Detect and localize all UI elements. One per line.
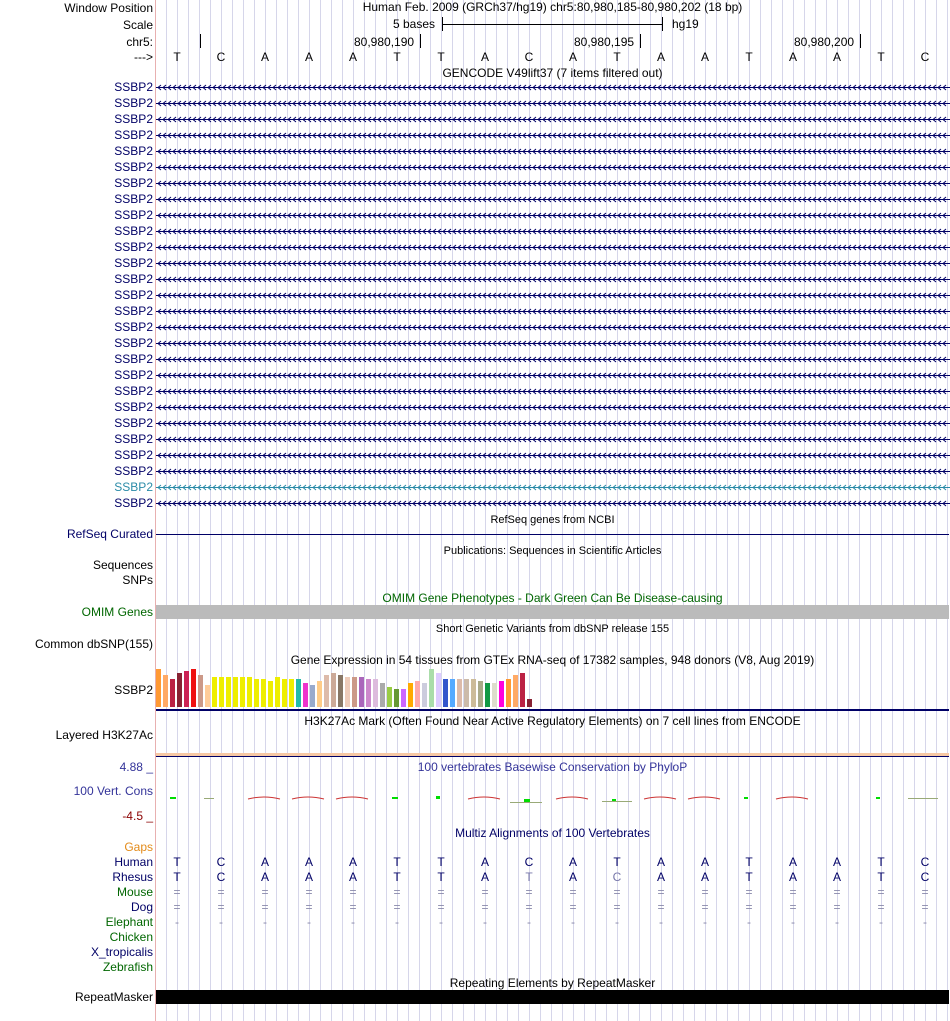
gencode-item-label[interactable]: SSBP2 bbox=[114, 416, 153, 430]
gtex-tissue-bar[interactable] bbox=[408, 683, 413, 707]
coord-tick-left bbox=[200, 34, 201, 48]
omim-track-label[interactable]: OMIM Genes bbox=[81, 605, 153, 619]
gencode-transcript-feature[interactable] bbox=[156, 290, 950, 301]
multiz-aligned-base: C bbox=[612, 870, 622, 884]
coord-tick-2 bbox=[640, 34, 641, 48]
gtex-tissue-bar[interactable] bbox=[478, 681, 483, 707]
scale-bar-left-tick bbox=[442, 17, 443, 31]
multiz-aligned-base: A bbox=[700, 870, 709, 884]
multiz-aligned-base: A bbox=[480, 870, 489, 884]
multiz-aligned-base: = bbox=[261, 900, 269, 914]
multiz-aligned-base: - bbox=[439, 915, 443, 929]
multiz-aligned-base: = bbox=[393, 900, 401, 914]
gtex-tissue-bar[interactable] bbox=[394, 689, 399, 707]
base-letter: A bbox=[788, 50, 797, 64]
strand-label[interactable]: ---> bbox=[134, 50, 153, 64]
scale-bar bbox=[442, 24, 663, 25]
gtex-tissue-bar[interactable] bbox=[191, 669, 196, 707]
multiz-aligned-base: = bbox=[305, 900, 313, 914]
multiz-track-title: Multiz Alignments of 100 Vertebrates bbox=[455, 826, 650, 840]
multiz-aligned-base: - bbox=[747, 915, 751, 929]
gtex-tissue-bar[interactable] bbox=[338, 675, 343, 707]
multiz-aligned-base: = bbox=[921, 900, 929, 914]
gtex-tissue-bar[interactable] bbox=[457, 679, 462, 707]
multiz-aligned-base: = bbox=[613, 885, 621, 899]
gencode-item-label[interactable]: SSBP2 bbox=[114, 400, 153, 414]
base-letter: T bbox=[437, 50, 445, 64]
phylop-max-label: 4.88 _ bbox=[119, 760, 153, 774]
gencode-transcript-feature[interactable] bbox=[156, 354, 950, 365]
multiz-aligned-base: = bbox=[349, 900, 357, 914]
gencode-item-label[interactable]: SSBP2 bbox=[114, 96, 153, 110]
publications-label-line2[interactable]: SNPs bbox=[122, 573, 153, 587]
gencode-transcript-feature[interactable] bbox=[156, 178, 950, 189]
phylop-min-label: -4.5 _ bbox=[122, 809, 153, 823]
gtex-tissue-bar[interactable] bbox=[296, 679, 301, 707]
refseq-track-label[interactable]: RefSeq Curated bbox=[66, 527, 153, 541]
multiz-aligned-base: = bbox=[437, 885, 445, 899]
gencode-item-label[interactable]: SSBP2 bbox=[114, 80, 153, 94]
gencode-item-label[interactable]: SSBP2 bbox=[114, 288, 153, 302]
multiz-aligned-base: = bbox=[701, 900, 709, 914]
gencode-item-label[interactable]: SSBP2 bbox=[114, 176, 153, 190]
gencode-transcript-feature[interactable] bbox=[156, 194, 950, 205]
base-letter: A bbox=[480, 50, 489, 64]
multiz-aligned-base: = bbox=[877, 885, 885, 899]
multiz-aligned-base: - bbox=[879, 915, 883, 929]
multiz-aligned-base: T bbox=[877, 870, 885, 884]
chrom-label: chr5: bbox=[126, 35, 153, 49]
gencode-transcript-feature[interactable] bbox=[156, 322, 950, 333]
gtex-tissue-bar[interactable] bbox=[240, 677, 245, 707]
multiz-aligned-base: A bbox=[788, 855, 797, 869]
gtex-tissue-bar[interactable] bbox=[429, 669, 434, 707]
multiz-species-label[interactable]: Elephant bbox=[105, 915, 153, 929]
gencode-transcript-feature[interactable] bbox=[156, 82, 950, 93]
gtex-tissue-bar[interactable] bbox=[485, 683, 490, 707]
base-letter: A bbox=[568, 50, 577, 64]
multiz-aligned-base: - bbox=[307, 915, 311, 929]
gencode-transcript-feature[interactable] bbox=[156, 162, 950, 173]
scale-bar-text: 5 bases bbox=[393, 17, 436, 31]
h3k27ac-baseline bbox=[156, 756, 949, 757]
multiz-aligned-base: = bbox=[525, 885, 533, 899]
gencode-transcript-feature[interactable] bbox=[156, 498, 950, 509]
gencode-transcript-feature[interactable] bbox=[156, 242, 950, 253]
multiz-aligned-base: A bbox=[260, 870, 269, 884]
coord-tick-label-2: 80,980,195 bbox=[574, 35, 635, 49]
multiz-aligned-base: A bbox=[832, 855, 841, 869]
dbsnp-track-title: Short Genetic Variants from dbSNP release 155 bbox=[435, 623, 670, 635]
gencode-item-label[interactable]: SSBP2 bbox=[114, 224, 153, 238]
multiz-aligned-base: T bbox=[525, 870, 533, 884]
multiz-aligned-base: T bbox=[877, 855, 885, 869]
gtex-tissue-bar[interactable] bbox=[282, 679, 287, 707]
gencode-item-label[interactable]: SSBP2 bbox=[114, 432, 153, 446]
multiz-aligned-base: T bbox=[745, 870, 753, 884]
multiz-aligned-base: T bbox=[393, 870, 401, 884]
multiz-gaps-label[interactable]: Gaps bbox=[124, 840, 153, 854]
multiz-species-label[interactable]: Mouse bbox=[116, 885, 153, 899]
gtex-tissue-bar[interactable] bbox=[310, 685, 315, 707]
multiz-aligned-base: = bbox=[613, 900, 621, 914]
multiz-species-label[interactable]: Human bbox=[114, 855, 153, 869]
gencode-transcript-feature[interactable] bbox=[156, 258, 950, 269]
gtex-gene-line bbox=[156, 709, 949, 711]
base-letter: C bbox=[524, 50, 534, 64]
gtex-tissue-bar[interactable] bbox=[226, 677, 231, 707]
multiz-aligned-base: A bbox=[260, 855, 269, 869]
multiz-aligned-base: - bbox=[351, 915, 355, 929]
multiz-aligned-base: = bbox=[877, 900, 885, 914]
multiz-aligned-base: = bbox=[437, 900, 445, 914]
multiz-aligned-base: T bbox=[613, 855, 621, 869]
multiz-aligned-base: = bbox=[657, 885, 665, 899]
gencode-transcript-feature[interactable] bbox=[156, 114, 950, 125]
scale-label: Scale bbox=[122, 18, 153, 32]
gtex-tissue-bar[interactable] bbox=[254, 679, 259, 707]
gtex-tissue-bar[interactable] bbox=[422, 683, 427, 707]
gtex-tissue-bar[interactable] bbox=[401, 689, 406, 707]
multiz-aligned-base: - bbox=[615, 915, 619, 929]
multiz-aligned-base: = bbox=[349, 885, 357, 899]
gtex-tissue-bar[interactable] bbox=[331, 673, 336, 707]
phylop-track-label[interactable]: 100 Vert. Cons bbox=[73, 784, 153, 798]
gencode-item-label[interactable]: SSBP2 bbox=[114, 160, 153, 174]
gtex-tissue-bar[interactable] bbox=[513, 675, 518, 707]
multiz-aligned-base: = bbox=[217, 900, 225, 914]
multiz-aligned-base: A bbox=[788, 870, 797, 884]
gencode-item-label[interactable]: SSBP2 bbox=[114, 272, 153, 286]
gencode-item-label[interactable]: SSBP2 bbox=[114, 192, 153, 206]
multiz-aligned-base: = bbox=[833, 900, 841, 914]
gtex-tissue-bar[interactable] bbox=[275, 677, 280, 707]
multiz-aligned-base: = bbox=[833, 885, 841, 899]
base-letter: T bbox=[173, 50, 181, 64]
multiz-aligned-base: C bbox=[216, 855, 226, 869]
coord-tick-label-3: 80,980,200 bbox=[794, 35, 855, 49]
multiz-aligned-base: = bbox=[393, 885, 401, 899]
gencode-transcript-feature[interactable] bbox=[156, 402, 950, 413]
base-letter: A bbox=[348, 50, 357, 64]
gencode-item-label[interactable]: SSBP2 bbox=[114, 336, 153, 350]
multiz-aligned-base: - bbox=[527, 915, 531, 929]
gtex-tissue-bar[interactable] bbox=[324, 675, 329, 707]
gtex-tissue-bar[interactable] bbox=[352, 677, 357, 707]
multiz-aligned-base: = bbox=[789, 900, 797, 914]
gtex-tissue-bar[interactable] bbox=[443, 679, 448, 707]
base-letter: A bbox=[700, 50, 709, 64]
gtex-tissue-bar[interactable] bbox=[366, 679, 371, 707]
gtex-tissue-bar[interactable] bbox=[268, 681, 273, 707]
multiz-species-label[interactable]: Dog bbox=[130, 900, 153, 914]
multiz-aligned-base: = bbox=[745, 885, 753, 899]
gtex-tissue-bar[interactable] bbox=[380, 683, 385, 707]
multiz-aligned-base: = bbox=[701, 885, 709, 899]
gencode-item-label[interactable]: SSBP2 bbox=[114, 480, 153, 494]
gtex-tissue-bar[interactable] bbox=[492, 683, 497, 707]
base-letter: T bbox=[613, 50, 621, 64]
omim-track-title: OMIM Gene Phenotypes - Dark Green Can Be Disease-causing bbox=[382, 591, 723, 605]
scale-bar-right-tick bbox=[662, 17, 663, 31]
gencode-item-label[interactable]: SSBP2 bbox=[114, 144, 153, 158]
multiz-aligned-base: T bbox=[437, 855, 445, 869]
multiz-aligned-base: = bbox=[481, 885, 489, 899]
multiz-aligned-base: A bbox=[568, 855, 577, 869]
gtex-tissue-bar[interactable] bbox=[219, 677, 224, 707]
base-letter: C bbox=[920, 50, 930, 64]
multiz-aligned-base: = bbox=[217, 885, 225, 899]
gencode-item-label[interactable]: SSBP2 bbox=[114, 112, 153, 126]
multiz-aligned-base: = bbox=[481, 900, 489, 914]
gencode-item-label[interactable]: SSBP2 bbox=[114, 240, 153, 254]
window-position-label: Window Position bbox=[64, 1, 153, 15]
multiz-aligned-base: A bbox=[480, 855, 489, 869]
multiz-aligned-base: = bbox=[745, 900, 753, 914]
gtex-tissue-bar[interactable] bbox=[520, 673, 525, 707]
multiz-aligned-base: C bbox=[524, 855, 534, 869]
gencode-transcript-feature[interactable] bbox=[156, 146, 950, 157]
multiz-aligned-base: - bbox=[835, 915, 839, 929]
base-letter: C bbox=[216, 50, 226, 64]
base-letter: T bbox=[877, 50, 885, 64]
gencode-transcript-feature[interactable] bbox=[156, 130, 950, 141]
publications-track-title: Publications: Sequences in Scientific Articles bbox=[443, 545, 662, 557]
base-letter: T bbox=[393, 50, 401, 64]
multiz-aligned-base: - bbox=[703, 915, 707, 929]
multiz-species-label[interactable]: Rhesus bbox=[112, 870, 153, 884]
multiz-aligned-base: - bbox=[791, 915, 795, 929]
multiz-aligned-base: C bbox=[920, 870, 930, 884]
multiz-species-label[interactable]: X_tropicalis bbox=[90, 945, 153, 959]
h3k27ac-track-label[interactable]: Layered H3K27Ac bbox=[55, 728, 153, 742]
h3k27ac-track-title: H3K27Ac Mark (Often Found Near Active Regulatory Elements) on 7 cell lines from ENCODE bbox=[304, 714, 801, 728]
multiz-species-label[interactable]: Zebrafish bbox=[102, 960, 153, 974]
gencode-transcript-feature[interactable] bbox=[156, 226, 950, 237]
gtex-tissue-bar[interactable] bbox=[289, 679, 294, 707]
gtex-tissue-bar[interactable] bbox=[345, 677, 350, 707]
multiz-aligned-base: C bbox=[920, 855, 930, 869]
gtex-tissue-bar[interactable] bbox=[464, 679, 469, 707]
gencode-transcript-feature[interactable] bbox=[156, 338, 950, 349]
repeatmasker-track-label[interactable]: RepeatMasker bbox=[74, 990, 153, 1004]
repeatmasker-track-title: Repeating Elements by RepeatMasker bbox=[449, 976, 656, 990]
gencode-item-label[interactable]: SSBP2 bbox=[114, 208, 153, 222]
gtex-tissue-bar[interactable] bbox=[205, 685, 210, 707]
gencode-track-title: GENCODE V49lift37 (7 items filtered out) bbox=[442, 66, 663, 80]
base-letter: A bbox=[304, 50, 313, 64]
multiz-species-label[interactable]: Chicken bbox=[109, 930, 153, 944]
multiz-aligned-base: A bbox=[832, 870, 841, 884]
gtex-tissue-bar[interactable] bbox=[471, 679, 476, 707]
gencode-transcript-feature[interactable] bbox=[156, 434, 950, 445]
gtex-track-label[interactable]: SSBP2 bbox=[114, 683, 153, 697]
base-letter: A bbox=[832, 50, 841, 64]
multiz-aligned-base: - bbox=[175, 915, 179, 929]
gencode-item-label[interactable]: SSBP2 bbox=[114, 448, 153, 462]
gencode-transcript-feature[interactable] bbox=[156, 418, 950, 429]
gencode-item-label[interactable]: SSBP2 bbox=[114, 368, 153, 382]
multiz-aligned-base: T bbox=[393, 855, 401, 869]
multiz-aligned-base: T bbox=[745, 855, 753, 869]
repeatmasker-element-bar[interactable] bbox=[156, 990, 949, 1004]
gtex-tissue-bar[interactable] bbox=[247, 677, 252, 707]
gtex-tissue-bar[interactable] bbox=[415, 681, 420, 707]
gtex-track-title: Gene Expression in 54 tissues from GTEx RNA-seq of 17382 samples, 948 donors (V8, Aug 2019) bbox=[290, 653, 815, 667]
gtex-tissue-bar[interactable] bbox=[212, 677, 217, 707]
gtex-tissue-bar[interactable] bbox=[198, 675, 203, 707]
multiz-aligned-base: A bbox=[304, 855, 313, 869]
multiz-aligned-base: - bbox=[571, 915, 575, 929]
multiz-aligned-base: = bbox=[569, 900, 577, 914]
gtex-tissue-bar[interactable] bbox=[184, 671, 189, 707]
gtex-tissue-bar[interactable] bbox=[506, 679, 511, 707]
gencode-item-label[interactable]: SSBP2 bbox=[114, 352, 153, 366]
refseq-track-title: RefSeq genes from NCBI bbox=[490, 514, 615, 526]
publications-label-line1[interactable]: Sequences bbox=[92, 558, 153, 572]
multiz-aligned-base: A bbox=[656, 870, 665, 884]
gencode-item-label[interactable]: SSBP2 bbox=[114, 304, 153, 318]
gencode-transcript-feature[interactable] bbox=[156, 210, 950, 221]
gtex-tissue-bar[interactable] bbox=[261, 679, 266, 707]
multiz-aligned-base: = bbox=[921, 885, 929, 899]
gencode-transcript-feature[interactable] bbox=[156, 98, 950, 109]
multiz-aligned-base: - bbox=[483, 915, 487, 929]
multiz-aligned-base: - bbox=[219, 915, 223, 929]
coord-tick-label-1: 80,980,190 bbox=[354, 35, 415, 49]
gencode-transcript-feature[interactable] bbox=[156, 466, 950, 477]
phylop-track-title: 100 vertebrates Basewise Conservation by PhyloP bbox=[417, 760, 688, 774]
multiz-aligned-base: = bbox=[173, 900, 181, 914]
multiz-aligned-base: A bbox=[348, 855, 357, 869]
gencode-transcript-feature[interactable] bbox=[156, 386, 950, 397]
gencode-item-label[interactable]: SSBP2 bbox=[114, 256, 153, 270]
multiz-aligned-base: = bbox=[261, 885, 269, 899]
gencode-transcript-feature[interactable] bbox=[156, 274, 950, 285]
multiz-aligned-base: = bbox=[569, 885, 577, 899]
gencode-item-label[interactable]: SSBP2 bbox=[114, 496, 153, 510]
multiz-aligned-base: = bbox=[789, 885, 797, 899]
multiz-aligned-base: T bbox=[173, 870, 181, 884]
gencode-transcript-feature[interactable] bbox=[156, 306, 950, 317]
gtex-tissue-bar[interactable] bbox=[527, 699, 532, 707]
base-letter: A bbox=[656, 50, 665, 64]
multiz-aligned-base: - bbox=[263, 915, 267, 929]
multiz-aligned-base: A bbox=[348, 870, 357, 884]
assembly-position-text[interactable]: Human Feb. 2009 (GRCh37/hg19) chr5:80,980,185-80,980,202 (18 bp) bbox=[362, 0, 743, 14]
multiz-aligned-base: A bbox=[304, 870, 313, 884]
gtex-tissue-bar[interactable] bbox=[177, 673, 182, 707]
gtex-tissue-bar[interactable] bbox=[303, 683, 308, 707]
omim-gene-bar[interactable] bbox=[156, 605, 949, 619]
dbsnp-track-label[interactable]: Common dbSNP(155) bbox=[34, 637, 153, 651]
gtex-tissue-bar[interactable] bbox=[373, 679, 378, 707]
multiz-aligned-base: T bbox=[437, 870, 445, 884]
multiz-aligned-base: - bbox=[923, 915, 927, 929]
gencode-item-label[interactable]: SSBP2 bbox=[114, 320, 153, 334]
gencode-item-label[interactable]: SSBP2 bbox=[114, 128, 153, 142]
gtex-tissue-bar[interactable] bbox=[450, 679, 455, 707]
multiz-aligned-base: A bbox=[656, 855, 665, 869]
multiz-aligned-base: C bbox=[216, 870, 226, 884]
gtex-tissue-bar[interactable] bbox=[163, 675, 168, 707]
multiz-aligned-base: = bbox=[305, 885, 313, 899]
gtex-tissue-bar[interactable] bbox=[317, 681, 322, 707]
base-letter: T bbox=[745, 50, 753, 64]
coord-tick-3 bbox=[860, 34, 861, 48]
gencode-transcript-feature[interactable] bbox=[156, 370, 950, 381]
base-letter: A bbox=[260, 50, 269, 64]
gtex-tissue-bar[interactable] bbox=[156, 669, 161, 707]
multiz-aligned-base: - bbox=[659, 915, 663, 929]
gencode-item-label[interactable]: SSBP2 bbox=[114, 384, 153, 398]
gtex-tissue-bar[interactable] bbox=[359, 677, 364, 707]
multiz-aligned-base: A bbox=[700, 855, 709, 869]
gtex-tissue-bar[interactable] bbox=[387, 687, 392, 707]
coord-tick-1 bbox=[420, 34, 421, 48]
gencode-transcript-feature[interactable] bbox=[156, 450, 950, 461]
multiz-aligned-base: A bbox=[568, 870, 577, 884]
gtex-tissue-bar[interactable] bbox=[233, 677, 238, 707]
phylop-signal[interactable] bbox=[156, 790, 950, 806]
multiz-aligned-base: - bbox=[395, 915, 399, 929]
gtex-tissue-bar[interactable] bbox=[170, 679, 175, 707]
gencode-transcript-feature[interactable] bbox=[156, 482, 950, 493]
gencode-item-label[interactable]: SSBP2 bbox=[114, 464, 153, 478]
multiz-aligned-base: T bbox=[173, 855, 181, 869]
scale-db-label: hg19 bbox=[672, 17, 699, 31]
multiz-aligned-base: = bbox=[173, 885, 181, 899]
gtex-tissue-bar[interactable] bbox=[499, 681, 504, 707]
multiz-aligned-base: = bbox=[525, 900, 533, 914]
refseq-gene-line[interactable] bbox=[156, 534, 949, 535]
multiz-aligned-base: = bbox=[657, 900, 665, 914]
gtex-tissue-bar[interactable] bbox=[436, 673, 441, 707]
